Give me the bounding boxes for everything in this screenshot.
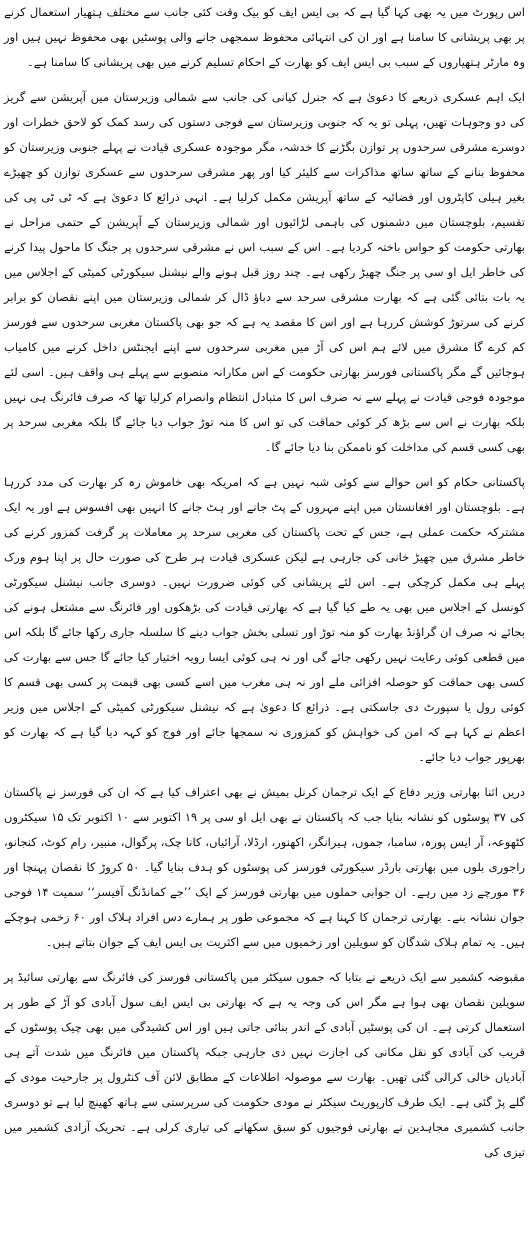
article-paragraph: پاکستانی حکام کو اس حوالے سے کوئی شبہ نہیں ہے کہ امریکہ بھی خاموش رہ کر بھارت کی مدد کررہا ہے۔ بلوچستان اور افغانستان میں اپنے مہروں کے پٹ جانے اور ہٹ جانے کا انہیں بھی افسوس ہے اور یہ ایک مشترکہ حکمت عملی ہے، جس کے تحت پاکستان کی مغربی سرحد پر معاملات پر گرفت کمزور کرنے کی خاطر مشرق میں چھیڑ خانی کی جارہی ہے لیکن عسکری قیادت ہر طرح کی صورت حال پر اپنا ہوم ورک پہلے ہی مکمل کرچکی ہے۔ اس لئے پریشانی کی کوئی ضرورت نہیں۔ دوسری جانب نیشنل سیکورٹی کونسل کے اجلاس میں بھی یہ طے کیا گیا ہے کہ بھارتی قیادت کی بڑھکوں اور فائرنگ سے مشتعل ہونے کی بجائے نہ صرف ان گراؤنڈ بھارت کو منہ توڑ اور تسلی بخش جواب دینے کا سلسلہ جاری رکھا جائے گا بلکہ اس میں قطعی کوئی رعایت نہیں رکھی جائے گی اور نہ ہی کوئی ایسا رویہ اختیار کیا جائے گا جس سے بھارت کی کسی بھی حماقت کو حوصلہ افزائی ملے اور نہ ہی مغرب میں اسے کسی بھی قیمت پر کسی بھی قسم کا کوئی رول یا سپورٹ دی جاسکتی ہے۔ ذرائع کا دعویٰ ہے کہ نیشنل سیکورٹی کمیٹی کے اجلاس میں وزیر اعظم نے کہا ہے کہ امن کی خواہش کو کمزوری نہ سمجھا جائے اور فوج کو کہہ دیا گیا ہے کہ بھارت کو بھرپور جواب دیا جائے۔ <box>4 475 525 764</box>
article-paragraph: دریں اثنا بھارتی وزیر دفاع کے ایک ترجمان کرنل بمیش نے بھی اعتراف کیا ہے کہ ان کی فورسز نے پاکستان کی ۳۷ پوسٹوں کو نشانہ بنایا جب کہ پاکستان نے بھی ایل او سی پر ۱۹ اکتوبر سے ۱۰ اکتوبر تک ۱۵ سیکٹروں کٹھوعہ، آر ایس پورہ، سامبا، جموں، ہیرانگر، اکھنور، ارڈلا، آرائیاں، کانا چک، پرگوال، منبیر، رام کوٹ، کنجانو، راجوری بلوں میں بھارتی بارڈر سیکورٹی فورسز کی پوسٹوں کو ہدف بنایا گیا۔ ۵۰ کروڑ کا نقصان پہنچا اور ۳۶ مورچے زد میں رہے۔ ان جوابی حملوں میں بھارتی فورسز کے ایک ’’جے کمانڈنگ آفیسر‘‘ سمیت ۱۴ فوجی جوان نشانہ بنے۔ بھارتی ترجمان کا کہنا ہے کہ مجموعی طور پر ہمارے دس افراد ہلاک اور ۶۰ زخمی ہوچکے ہیں۔ یہ تمام ہلاک شدگان کو سویلین اور زخمیوں میں سے اکثریت بی ایس ایف کے جوان بتاتے ہیں۔ <box>4 785 526 949</box>
article-paragraph: اس رپورٹ میں یہ بھی کہا گیا ہے کہ بی ایس ایف کو بیک وقت کئی جانب سے مختلف ہتھیار استعمال کرنے پر بھی پریشانی کا سامنا ہے اور ان کی انتہائی محفوظ سمجھی جانے والی پوسٹیں بھی محفوظ نہیں ہیں اور وہ مارٹر ہتھیاروں کے سبب بی ایس ایف کو بھارت کے احکام تسلیم کرنے میں بھی پریشانی کا سامنا ہے۔ <box>4 5 525 69</box>
article-paragraph: مقبوضہ کشمیر سے ایک ذریعے نے بتایا کہ جموں سیکٹر میں پاکستانی فورسز کی فائرنگ سے بھارتی سائیڈ پر سویلین نقصان بھی ہوا ہے مگر اس کی وجہ یہ ہے کہ بھارتی بی ایس ایف سول آبادی کو آڑ کے طور پر استعمال کرتی ہے۔ ان کی پوسٹیں آبادی کے اندر بنائی جاتی ہیں اور اس کشیدگی میں بھی چیک پوسٹوں کے قریب کی آبادی کو نقل مکانی کی اجازت نہیں دی جارہی جبکہ پاکستان میں فائرنگ میں شدت آتے ہی آبادیاں خالی کرالی گئی تھیں۔ بھارت سے موصولہ اطلاعات کے مطابق لائن آف کنٹرول پر جارحیت مودی کے گلے پڑ گئی ہے۔ ایک طرف کارپوریٹ سیکٹر نے مودی حکومت کی سرپرستی سے ہاتھ کھینچ لیا ہے تو دوسری جانب کشمیری مجاہدین نے بھارتی فوجیوں کو سبق سکھانے کی تیاری کرلی ہے۔ تحریک آزادی کشمیر میں تیزی کی <box>4 970 525 1159</box>
article-paragraph: ایک اہم عسکری ذریعے کا دعویٰ ہے کہ جنرل کیانی کی جانب سے شمالی وزیرستان میں آپریشن سے گریز کی دو وجوہات تھیں، پہلی تو یہ کہ جنوبی وزیرستان سے فوجی دستوں کی رسد کمک کو لاحق خطرات اور دوسرے مشرقی سرحدوں پر توازن بگڑنے کا خدشہ، مگر موجودہ عسکری قیادت نے پہلے جنوبی وزیرستان کو محفوظ بنانے کے ساتھ ساتھ مذاکرات سے کلیئر کیا اور پھر مشرقی سرحدوں سے عسکری توازن کو چھیڑے بغیر ہیلی کاپٹروں اور فضائیہ کے ساتھ آپریشن مکمل کرلیا ہے۔ انہی ذرائع کا دعویٰ ہے کہ ٹی ٹی پی کی تقسیم، بلوچستان میں دشمنوں کی باہمی لڑائیوں اور شمالی وزیرستان کے آپریشن کے حتمی مراحل نے بھارتی حکومت کو حواس باختہ کردیا ہے۔ اس کے سبب اس نے مشرقی سرحدوں پر جنگ کا ماحول پیدا کرنے کی خاطر ایل او سی پر جنگ چھیڑ رکھی ہے۔ چند روز قبل ہونے والے نیشنل سیکورٹی کمیٹی کے اجلاس میں یہ بات بتائی گئی ہے کہ بھارت مشرقی سرحد سے دباؤ ڈال کر شمالی وزیرستان میں اپنے نقصان کو برابر کرنے کی سرتوڑ کوشش کررہا ہے اور اس کا مقصد یہ ہے کہ جو بھی پاکستان مغربی سرحدوں سے فورسز کم کرے گا مشرق میں لائے ہم اس کی آڑ میں مغربی سرحدوں سے اپنے ایجنٹس داخل کرنے میں کامیاب ہوجائیں گے مگر پاکستانی فورسز بھارتی حکومت کے اس مکارانہ منصوبے سے پہلے ہی واقف ہیں۔ اسی لئے موجودہ فوجی قیادت نے پہلے سے نہ صرف اس کا متبادل انتظام وانصرام کرلیا تھا کہ صرف فائرنگ ہی نہیں بلکہ بھارت نے اس سے بڑھ کر کوئی حماقت کی تو اس کا منہ توڑ جواب دیا جائے گا بلکہ مغربی سرحد پر بھی کسی قسم کی مداخلت کو ناممکن بنا دیا جائے گا۔ <box>4 90 525 454</box>
